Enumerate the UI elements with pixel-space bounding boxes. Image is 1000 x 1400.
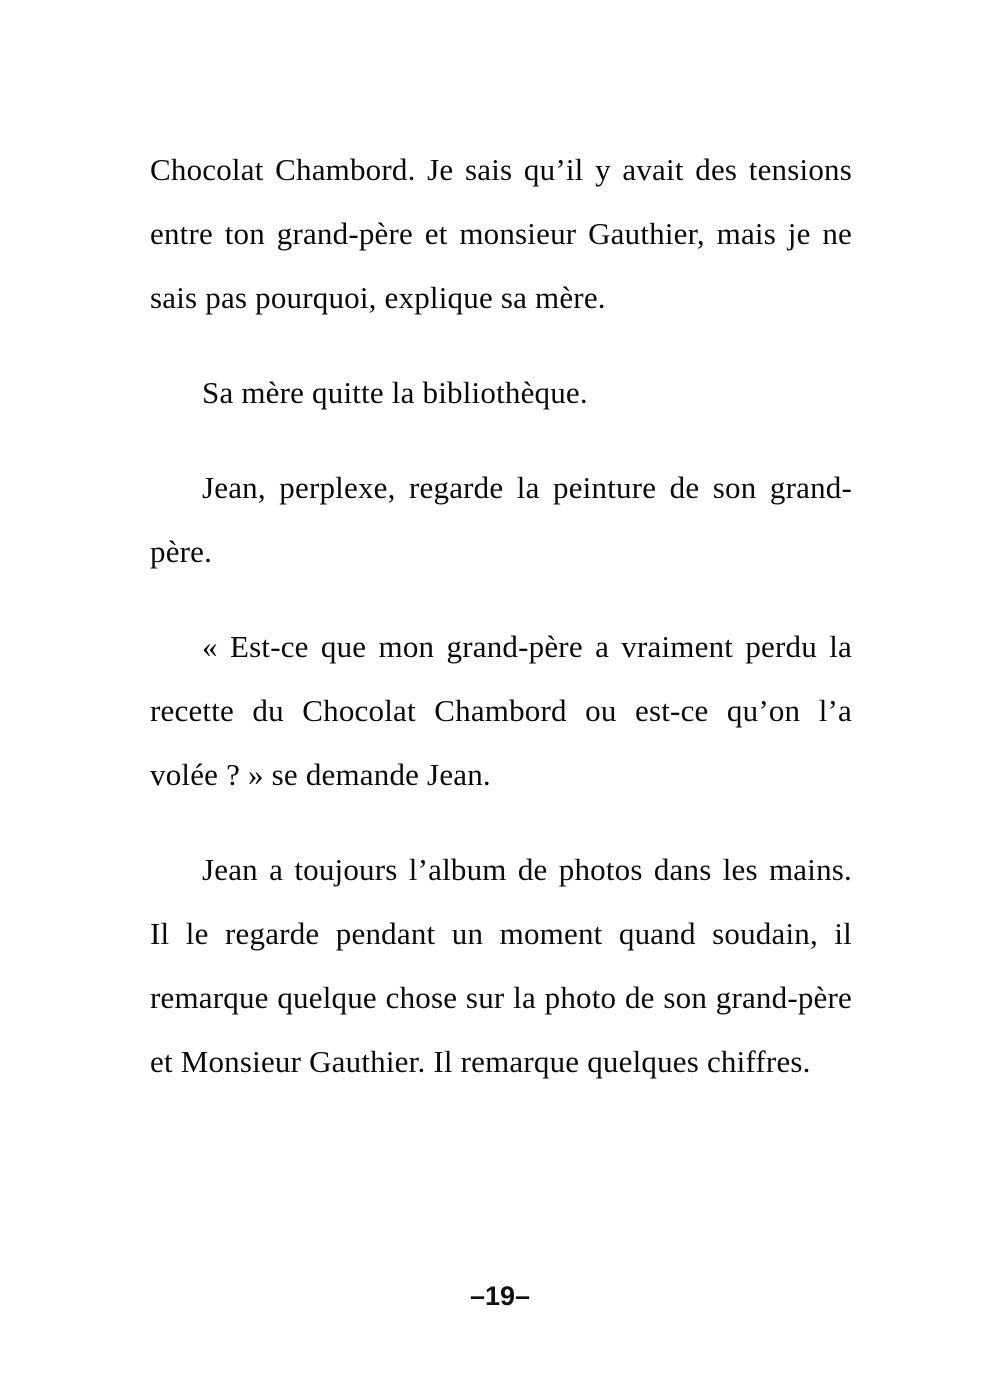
paragraph-quote: « Est-ce que mon grand-père a vraiment perdu la recette du Chocolat Chambord ou est-ce qu’on l’a volée ? » se demande Jean. (150, 629, 852, 792)
paragraph: Jean, perplexe, regarde la peinture de son grand-père. (150, 470, 852, 569)
page-text-block (150, 138, 852, 1125)
page-number: –19– (469, 1281, 531, 1311)
paragraph: Sa mère quitte la bibliothèque. (202, 375, 588, 410)
paragraph-continuation: Chocolat Chambord. Je sais qu’il y avait des tensions entre ton grand-père et monsieur Gauthier, mais je ne sais pas pourquoi, explique sa mère. (150, 152, 852, 315)
paragraph: Jean a toujours l’album de photos dans les mains. Il le regarde pendant un moment quand soudain, il remarque quelque chose sur la photo de son grand-père et Monsieur Gauthier. Il remarque quelques chiffres. (150, 852, 852, 1079)
